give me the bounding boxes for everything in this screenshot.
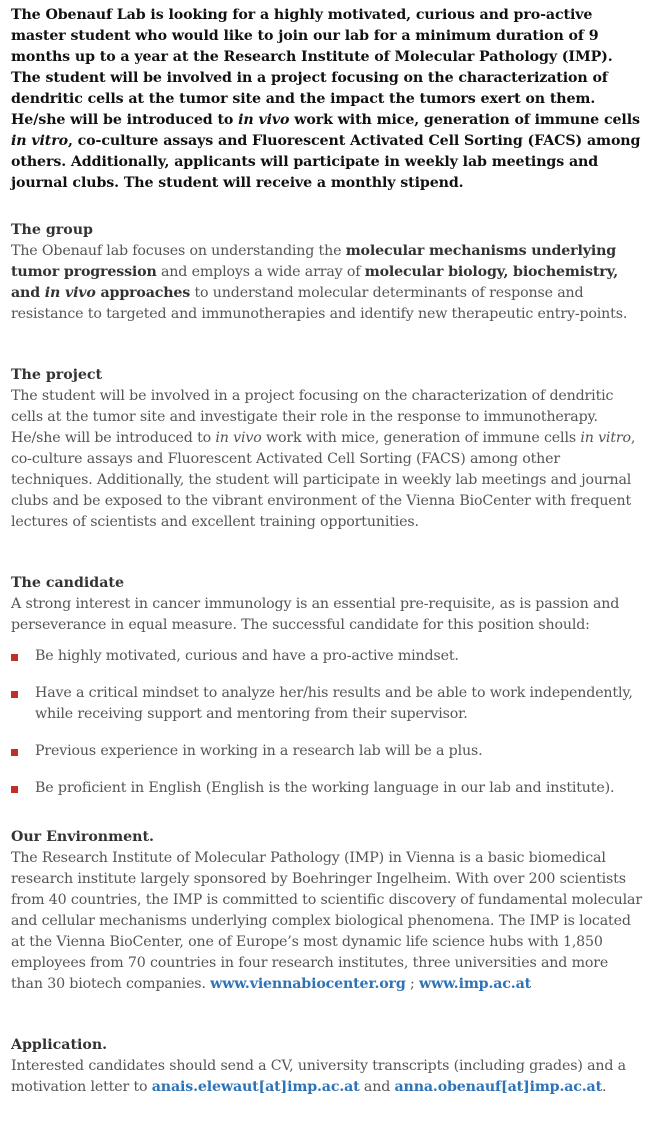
- requirements-list: [11, 646, 644, 799]
- period-text: .: [602, 1079, 607, 1095]
- section-group: [11, 220, 644, 325]
- bullet-square-icon: [11, 786, 18, 793]
- section-project: [11, 365, 644, 533]
- intro-text-1: The Obenauf Lab is looking for a highly motivated, curious and pro-active master student who would like to join our lab for a minimum duration of 9 months up to a year at the Research Institute of Molecular Pathology (IMP). The student will be involved in a project focusing on the characterization of dendritic cells at the tumor site and the impact the tumors exert on them. He/she will be introduced to: [11, 7, 613, 128]
- application-text: [11, 1056, 644, 1098]
- intro-text-2: work with mice, generation of immune cells: [289, 112, 640, 128]
- list-item-text: Previous experience in working in a research lab will be a plus.: [35, 743, 483, 759]
- bullet-square-icon: [11, 654, 18, 661]
- imp-link[interactable]: www.imp.ac.at: [419, 976, 532, 992]
- candidate-title: The candidate: [11, 575, 124, 591]
- list-item: [11, 741, 644, 762]
- intro-text-3: , co-culture assays and Fluorescent Activated Cell Sorting (FACS) among others. Additionally, applicants will participate in weekly lab meetings and journal clubs. The student will receive a monthly stipend.: [11, 133, 641, 191]
- section-candidate: [11, 573, 644, 799]
- list-item-text: Be highly motivated, curious and have a pro-active mindset.: [35, 648, 459, 664]
- project-em-in-vivo: in vivo: [215, 430, 262, 446]
- section-application: [11, 1035, 644, 1098]
- group-text: [11, 241, 644, 325]
- list-item-text: Have a critical mindset to analyze her/his results and be able to work independently, while receiving support and mentoring from their supervisor.: [35, 685, 633, 722]
- project-text: [11, 386, 644, 533]
- environment-text: [11, 848, 644, 995]
- candidate-text: A strong interest in cancer immunology is an essential pre-requisite, as is passion and perseverance in equal measure. The successful candidate for this position should:: [11, 596, 620, 633]
- group-bold-2-text: molecular biology, biochemistry, and: [11, 264, 619, 301]
- bullet-square-icon: [11, 691, 18, 698]
- list-item: [11, 778, 644, 799]
- group-text-1: The Obenauf lab focuses on understanding the: [11, 243, 346, 259]
- bullet-square-icon: [11, 749, 18, 756]
- environment-body: The Research Institute of Molecular Pathology (IMP) in Vienna is a basic biomedical research institute largely sponsored by Boehringer Ingelheim. With over 200 scientists from 40 countries, the IMP is committed to scientific discovery of fundamental molecular and cellular mechanisms underlying complex biological phenomena. The IMP is located at the Vienna BioCenter, one of Europe’s most dynamic life science hubs with 1,850 employees from 70 countries in four research institutes, three universities and more than 30 biotech companies.: [11, 850, 642, 992]
- intro-em-in-vitro: in vitro: [11, 133, 68, 149]
- viennabiocenter-link[interactable]: www.viennabiocenter.org: [210, 976, 406, 992]
- email-link-elewaut[interactable]: anais.elewaut[at]imp.ac.at: [151, 1079, 360, 1095]
- link-separator: ;: [405, 976, 420, 992]
- project-em-in-vitro: in vitro: [580, 430, 631, 446]
- application-body: Interested candidates should send a CV, university transcripts (including grades) and a motivation letter to: [11, 1058, 626, 1095]
- application-title: Application.: [11, 1037, 108, 1053]
- project-title: The project: [11, 367, 103, 383]
- email-link-obenauf[interactable]: anna.obenauf[at]imp.ac.at: [394, 1079, 603, 1095]
- group-title: The group: [11, 222, 93, 238]
- group-text-3: to understand molecular determinants of response and resistance to targeted and immunotherapies and identify new therapeutic entry-points.: [11, 285, 628, 322]
- project-text-2: work with mice, generation of immune cells: [261, 430, 581, 446]
- group-bold-em: in vivo: [44, 285, 96, 301]
- group-bold-1: molecular mechanisms underlying tumor progression: [11, 243, 617, 280]
- list-item-text: Be proficient in English (English is the working language in our lab and institute).: [35, 780, 615, 796]
- intro-paragraph: [11, 5, 644, 194]
- project-text-3: , co-culture assays and Fluorescent Activated Cell Sorting (FACS) among other techniques. Additionally, the student will participate in weekly lab meetings and journal clubs and be exposed to the vibrant environment of the Vienna BioCenter with frequent lectures of scientists and excellent training opportunities.: [11, 430, 636, 530]
- list-item: [11, 683, 644, 725]
- and-text: and: [359, 1079, 395, 1095]
- group-text-2: and employs a wide array of: [156, 264, 365, 280]
- section-environment: [11, 827, 644, 995]
- group-bold-3: approaches: [95, 285, 191, 301]
- intro-em-in-vivo: in vivo: [238, 112, 290, 128]
- list-item: [11, 646, 644, 667]
- project-text-1: The student will be involved in a project focusing on the characterization of dendritic cells at the tumor site and investigate their role in the response to immunotherapy. He/she will be introduced to: [11, 388, 614, 446]
- environment-title: Our Environment.: [11, 829, 154, 845]
